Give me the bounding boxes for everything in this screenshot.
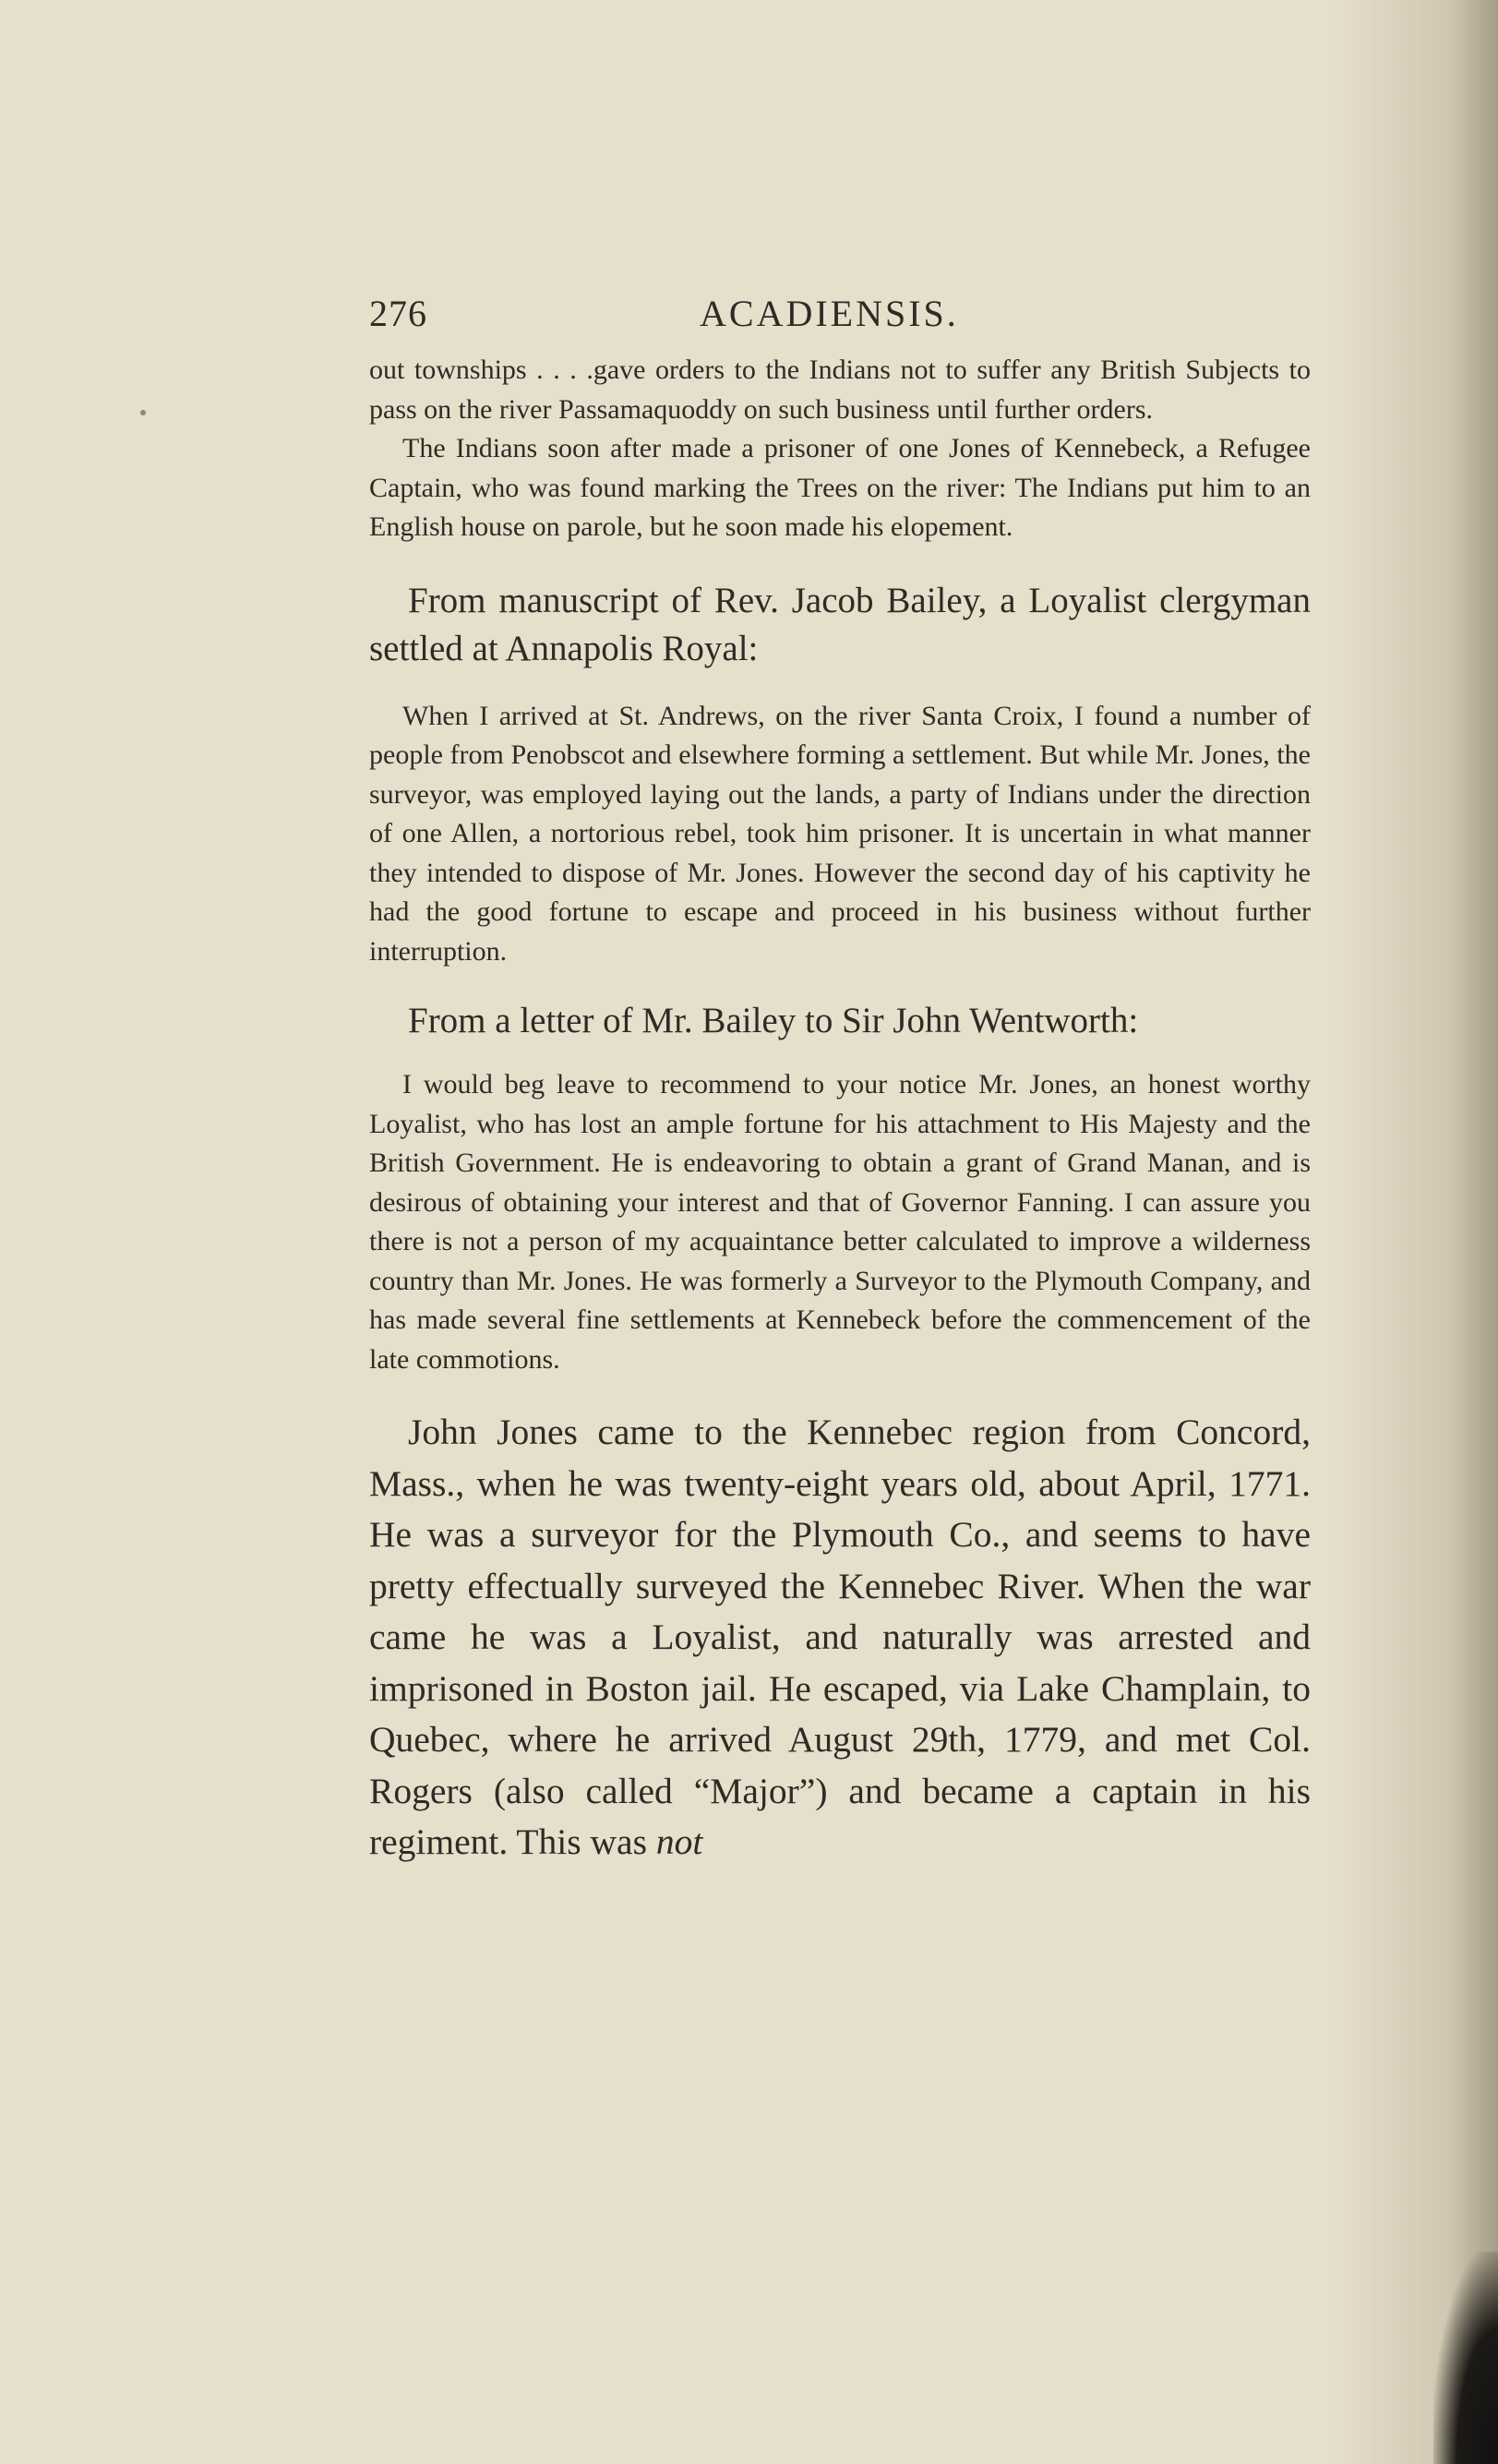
paragraph-3: When I arrived at St. Andrews, on the river Santa Croix, I found a number of people from Penobscot and elsewhere forming a settlement. But while Mr. Jones, the surveyor, was employed laying out the lands, a party of Indians under the direction of one Allen, a nortorious rebel, took him prisoner. It is uncertain in what manner they intended to dispose of Mr. Jones. However the second day of his captivity he had the good fortune to escape and proceed in his business without further interruption. [369, 700, 1311, 967]
page-content [369, 286, 1311, 1869]
paragraph-5-italic: not [655, 1821, 703, 1862]
journal-title: ACADIENSIS. [700, 293, 959, 334]
paragraph-5 [369, 1407, 1311, 1869]
running-head [369, 286, 1311, 351]
page-edge-shadow [1332, 0, 1498, 2464]
paragraph-4: I would beg leave to recommend to your notice Mr. Jones, an honest worthy Loyalist, who has lost an ample fortune for his attachment to His Majesty and the British Government. He is endeavoring to obtain a grant of Grand Manan, and is desirous of obtaining your interest and that of Governor Fanning. I can assure you there is not a person of my acquaintance better calculated to improve a wilderness country than Mr. Jones. He was formerly a Surveyor to the Plymouth Company, and has made several fine settlements at Kennebeck before the commencement of the late commotions. [369, 1069, 1311, 1375]
book-corner-shadow [1433, 2252, 1498, 2464]
section-heading-bailey-manuscript: From manuscript of Rev. Jacob Bailey, a Loyalist clergyman settled at Annapolis Royal: [369, 580, 1311, 668]
paper-speck [140, 410, 146, 415]
paragraph-1: out townships . . . .gave orders to the Indians not to suffer any British Subjects to pass on the river Passamaquoddy on such business until further orders. [369, 355, 1311, 425]
paragraph-2: The Indians soon after made a prisoner of one Jones of Kennebeck, a Refugee Captain, who was found marking the Trees on the river: The Indians put him to an English house on parole, but he soon made his elopement. [369, 433, 1311, 542]
paragraph-5-text: John Jones came to the Kennebec region from Concord, Mass., when he was twenty-eight years old, about April, 1771. He was a surveyor for the Plymouth Co., and seems to have pretty effectually surveyed the Kennebec River. When the war came he was a Loyalist, and naturally was arrested and imprisoned in Boston jail. He escaped, via Lake Champlain, to Quebec, where he arrived August 29th, 1779, and met Col. Rogers (also called “Major”) and became a captain in his regiment. This was [369, 1412, 1311, 1862]
page-number: 276 [369, 293, 427, 334]
section-heading-bailey-letter: From a letter of Mr. Bailey to Sir John Wentworth: [408, 1001, 1139, 1040]
